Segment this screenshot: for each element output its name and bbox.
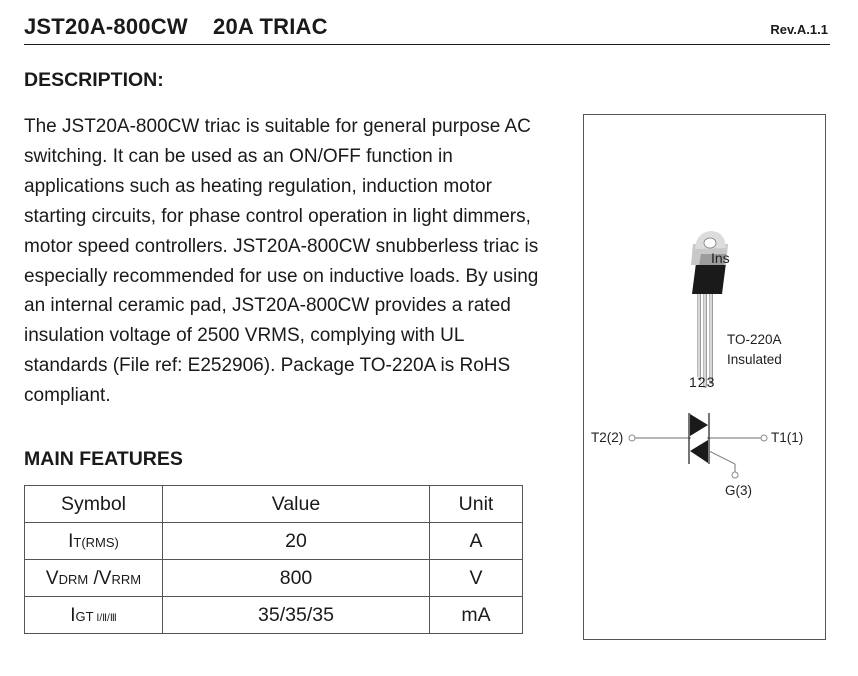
column-header-value: Value (163, 486, 430, 523)
symbol-cell (25, 523, 163, 560)
terminal-t1-label: T1(1) (771, 430, 804, 445)
terminal-gate-label: G(3) (725, 483, 752, 498)
document-title: JST20A-800CW 20A TRIAC (24, 14, 328, 39)
description-line: an internal ceramic pad, JST20A-800CW provides a rated (24, 295, 511, 317)
symbol-cell (25, 560, 163, 597)
triac-schematic-symbol (629, 413, 767, 478)
table-row (25, 560, 523, 597)
column-header-symbol: Symbol (25, 486, 163, 523)
value-cell: 800 (163, 560, 430, 597)
symbol-letter: V (45, 567, 59, 589)
features-heading: MAIN FEATURES (24, 448, 183, 470)
description-line: motor speed controllers. JST20A-800CW snubberless triac is (24, 235, 539, 257)
terminal-t2-label: T2(2) (591, 430, 624, 445)
unit-cell: A (430, 523, 523, 560)
description-line: starting circuits, for phase control operation in light dimmers, (24, 205, 531, 227)
description-line: insulation voltage of 2500 VRMS, complying with UL (24, 325, 465, 347)
package-tab-label: Ins (711, 250, 730, 266)
revision-label: Rev.A.1.1 (770, 22, 828, 37)
symbol-subscript: RRM (111, 571, 142, 587)
pin-numbers-label: 123 (689, 374, 716, 390)
description-paragraph (24, 112, 580, 411)
package-name-line2: Insulated (727, 352, 782, 367)
description-line: switching. It can be used as an ON/OFF function in (24, 145, 453, 167)
features-table (24, 485, 523, 634)
symbol-letter: I (70, 604, 76, 626)
description-line: especially recommended for use on inductive loads. By using (24, 265, 539, 287)
table-row (25, 597, 523, 634)
value-cell: 35/35/35 (163, 597, 430, 634)
symbol-letter: V (98, 567, 112, 589)
value-cell: 20 (163, 523, 430, 560)
symbol-subscript: GT (75, 608, 94, 624)
column-header-unit: Unit (430, 486, 523, 523)
symbol-letter: I (68, 530, 74, 552)
description-heading: DESCRIPTION: (24, 69, 164, 91)
symbol-subscript: T(RMS) (73, 534, 119, 550)
description-line: applications such as heating regulation, induction motor (24, 175, 492, 197)
symbol-quadrant-subscript: Ⅰ/Ⅱ/Ⅲ (93, 612, 117, 624)
document-header (24, 12, 830, 45)
symbol-separator: / (88, 567, 99, 589)
unit-cell: mA (430, 597, 523, 634)
table-header-row (25, 486, 523, 523)
symbol-subscript: DRM (58, 571, 89, 587)
table-row (25, 523, 523, 560)
description-line: The JST20A-800CW triac is suitable for general purpose AC (24, 116, 531, 137)
description-line: compliant. (24, 385, 111, 407)
description-line: standards (File ref: E252906). Package TO-220A is RoHS (24, 355, 511, 377)
package-name-line1: TO-220A (727, 332, 782, 347)
unit-cell: V (430, 560, 523, 597)
symbol-cell (25, 597, 163, 634)
